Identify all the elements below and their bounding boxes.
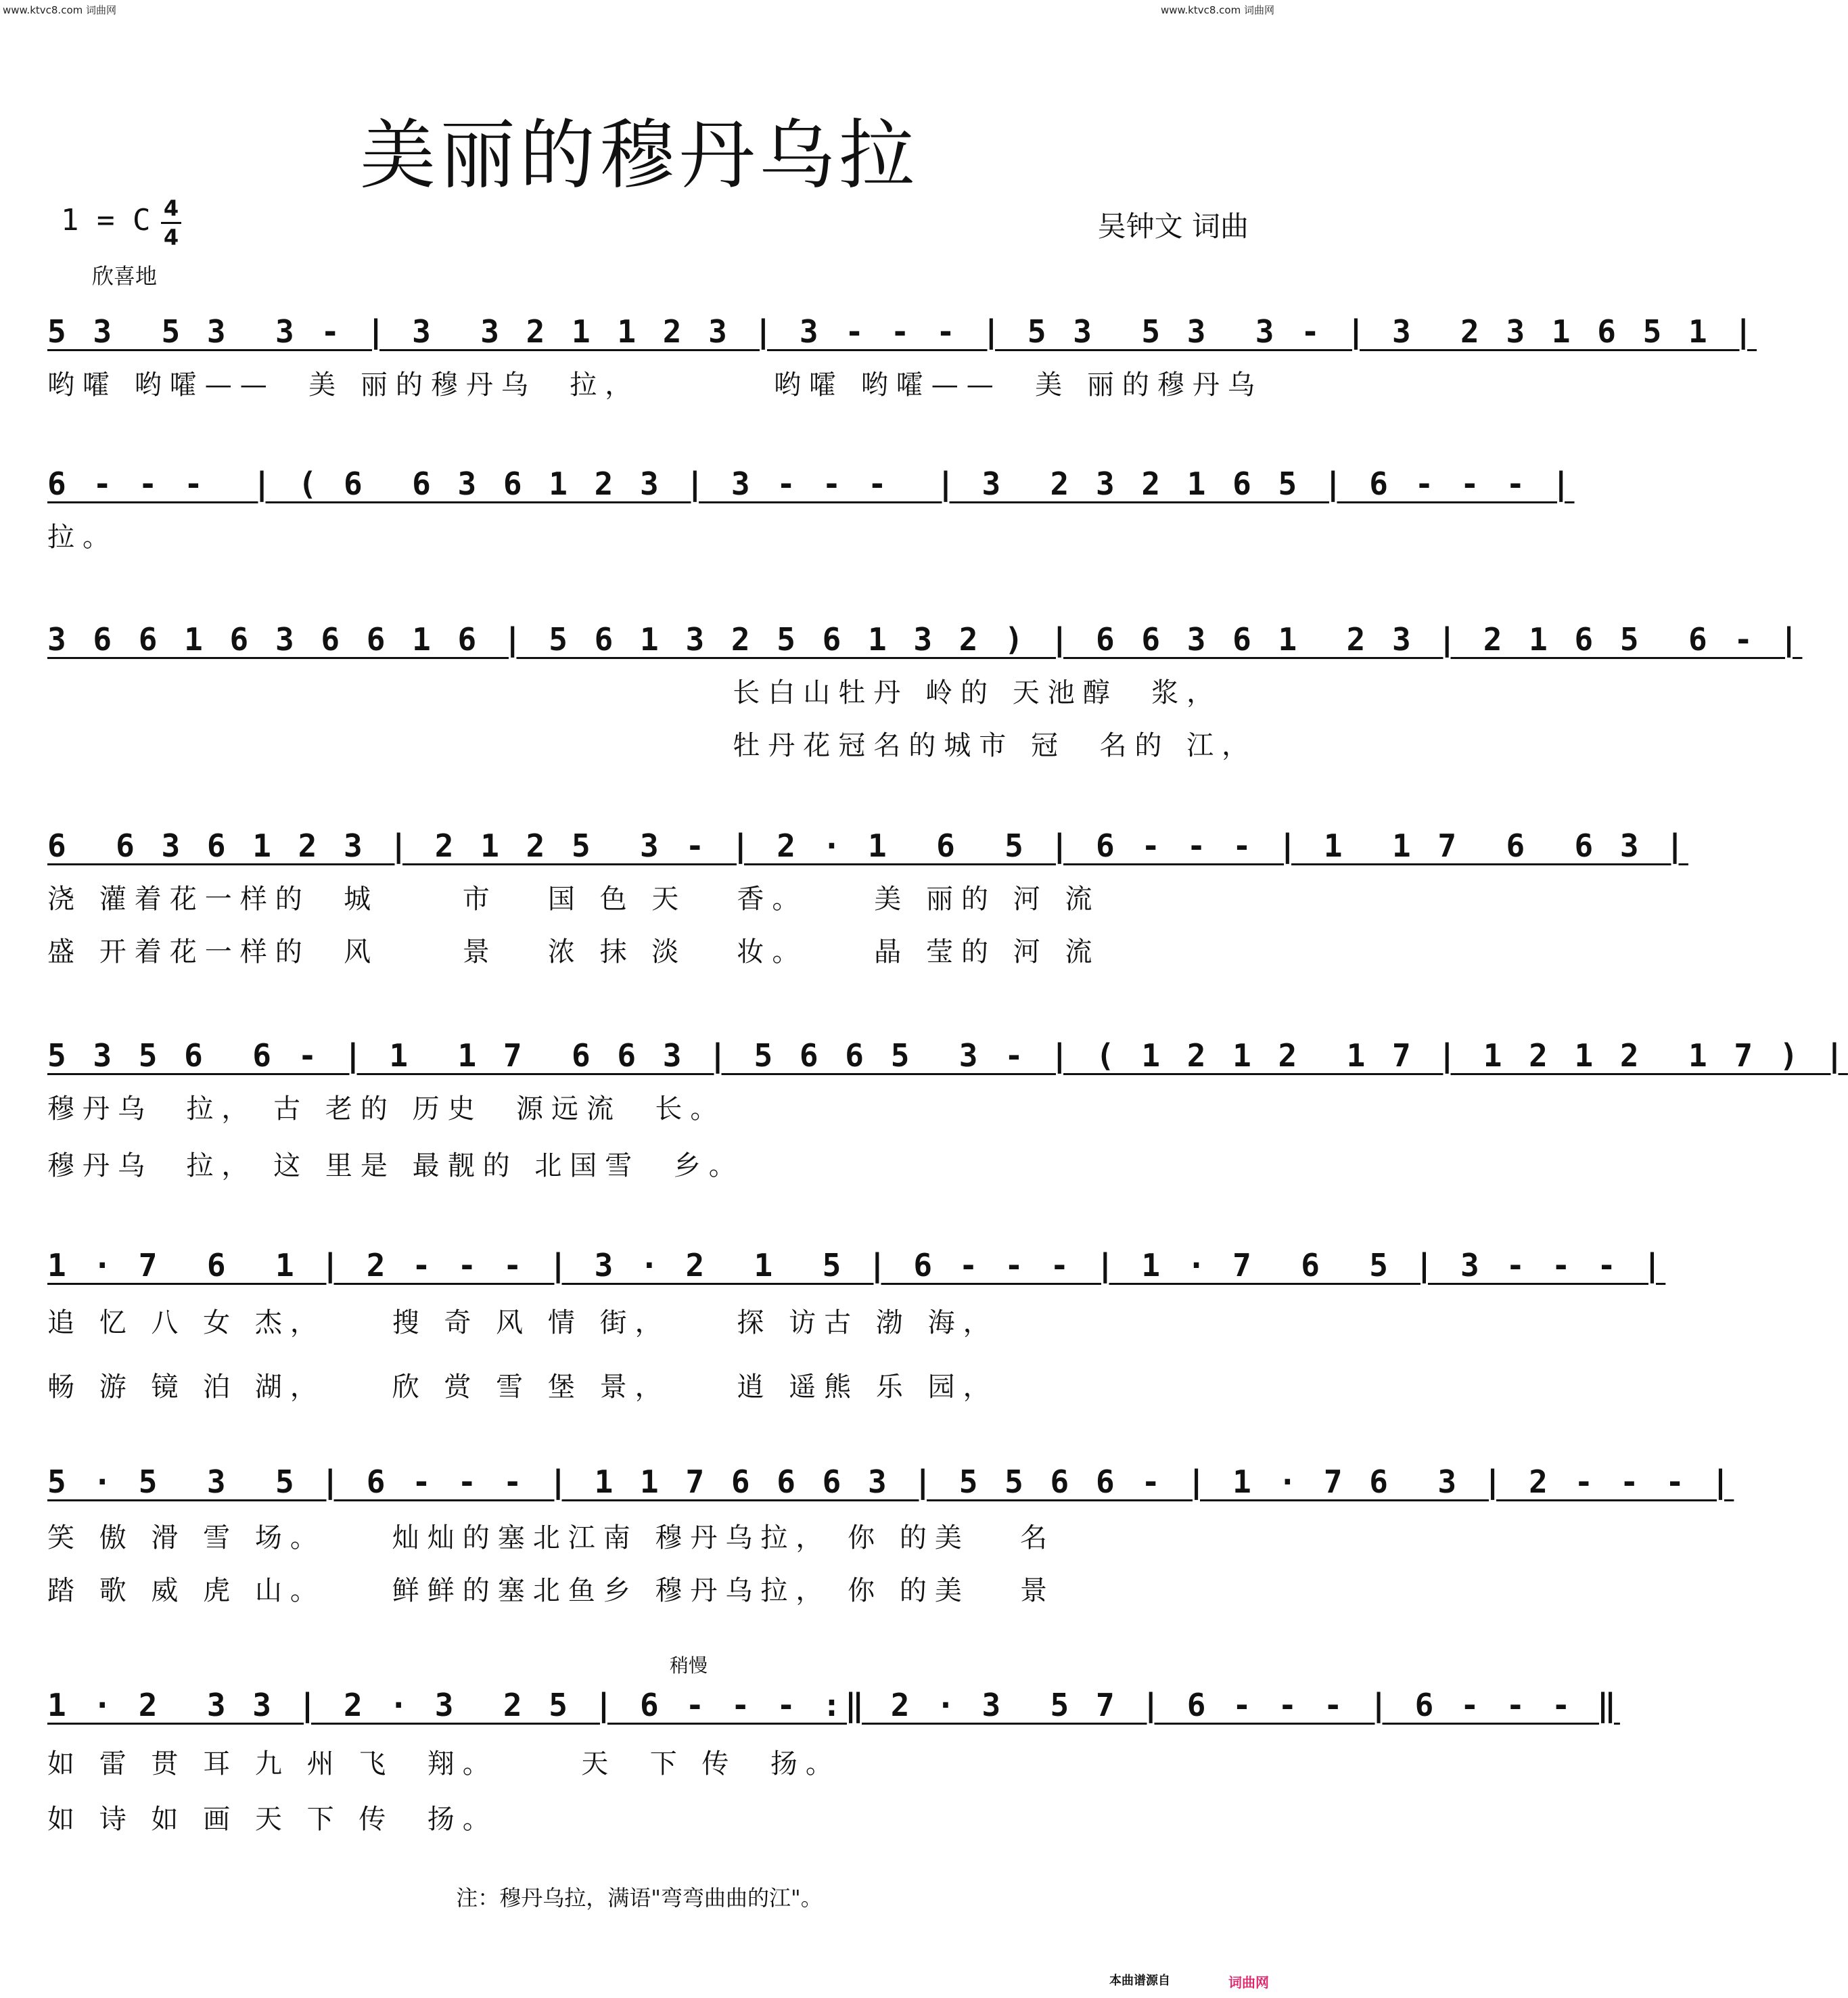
meter-bottom: 4 [163,225,179,250]
footnote: 注：穆丹乌拉，满语"弯弯曲曲的江"。 [456,1885,823,1911]
credits: 吴钟文 词曲 [1097,210,1249,243]
tempo-change-marker: 稍慢 [670,1654,708,1677]
notation-row: 1 · 7 6 1 | 2 - - - | 3 · 2 1 5 | 6 - - - | 1 · 7 6 5 | 3 - - - | [47,1247,1666,1284]
notation-row: 6 6 3 6 1 2 3 | 2 1 2 5 3 - | 2 · 1 6 5 | 6 - - - | 1 1 7 6 6 3 | [47,827,1688,864]
song-title: 美丽的穆丹乌拉 [360,112,919,200]
lyric-row-verse-1: 追 忆 八 女 杰， 搜 奇 风 情 街， 探 访古 渤 海， [47,1307,998,1338]
footer-source-label: 本曲谱源自 [1109,1974,1170,1988]
meter-top: 4 [163,196,179,221]
time-signature [161,198,181,248]
lyric-row-verse-1: 长白山牡丹 岭的 天池醇 浆， [47,677,1222,708]
notation-row: 1 · 2 3 3 | 2 · 3 2 5 | 6 - - - :‖ 2 · 3 5 7 | 6 - - - | 6 - - - ‖ [47,1687,1620,1723]
notation-row: 5 · 5 3 5 | 6 - - - | 1 1 7 6 6 6 3 | 5 5 6 6 - | 1 · 7 6 3 | 2 - - - | [47,1463,1734,1500]
lyric-row-verse-1: 穆丹乌 拉， 古 老的 历史 源远流 长。 [47,1093,726,1125]
lyric-row-verse-2: 踏 歌 威 虎 山。 鲜鲜的塞北鱼乡 穆丹乌拉， 你 的美 景 [47,1575,1056,1606]
lyric-row: 拉。 [47,522,118,553]
lyric-row: 哟嚯 哟嚯—— 美 丽的穆丹乌 拉， 哟嚯 哟嚯—— 美 丽的穆丹乌 [47,369,1263,401]
watermark-left: www.ktvc8.com 词曲网 [3,4,117,16]
lyric-row-verse-2: 穆丹乌 拉， 这 里是 最靓的 北国雪 乡。 [47,1150,744,1181]
lyric-row-verse-1: 浇 灌着花一样的 城 市 国 色 天 香。 美 丽的 河 流 [47,884,1101,915]
lyric-row-verse-2: 牡丹花冠名的城市 冠 名的 江， [47,730,1257,761]
watermark-right: www.ktvc8.com 词曲网 [1160,4,1274,16]
notation-row: 5 3 5 3 3 - | 3 3 2 1 1 2 3 | 3 - - - | 5 3 5 3 3 - | 3 2 3 1 6 5 1 | [47,313,1757,350]
key-signature: 1 = C [61,203,151,237]
notation-row: 5 3 5 6 6 - | 1 1 7 6 6 3 | 5 6 6 5 3 - | ( 1 2 1 2 1 7 | 1 2 1 2 1 7 ) | [47,1037,1848,1074]
notation-row: 6 - - - | ( 6 6 3 6 1 2 3 | 3 - - - | 3 2 3 2 1 6 5 | 6 - - - | [47,466,1575,502]
lyric-row-verse-2: 畅 游 镜 泊 湖， 欣 赏 雪 堡 景， 逍 遥熊 乐 园， [47,1371,998,1403]
footer-site-logo[interactable]: 词曲网 [1228,1974,1269,1991]
lyric-row-verse-1: 如 雷 贯 耳 九 州 飞 翔。 天 下 传 扬。 [47,1748,841,1779]
lyric-row-verse-1: 笑 傲 滑 雪 场。 灿灿的塞北江南 穆丹乌拉， 你 的美 名 [47,1522,1056,1553]
lyric-row-verse-2: 如 诗 如 画 天 下 传 扬。 [47,1804,498,1835]
tempo-marking: 欣喜地 [92,263,158,289]
notation-row: 3 6 6 1 6 3 6 6 1 6 | 5 6 1 3 2 5 6 1 3 2 ) | 6 6 3 6 1 2 3 | 2 1 6 5 6 - | [47,621,1803,658]
meter-bar [161,222,181,224]
lyric-row-verse-2: 盛 开着花一样的 风 景 浓 抹 淡 妆。 晶 莹的 河 流 [47,936,1101,968]
